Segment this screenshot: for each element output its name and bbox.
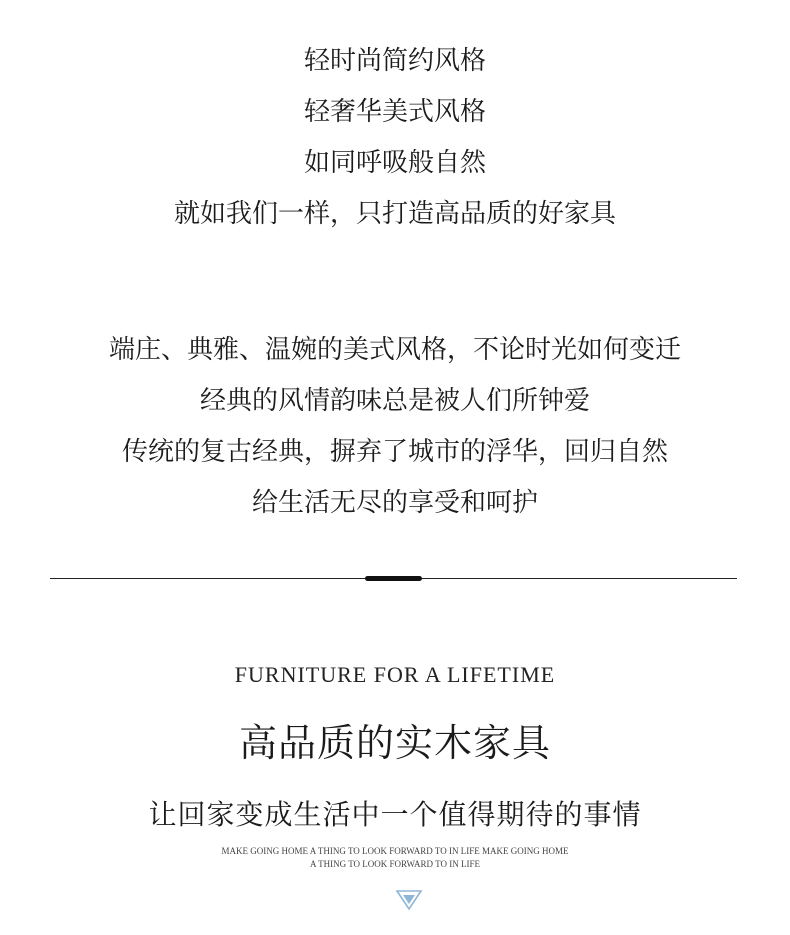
description-line: 端庄、典雅、温婉的美式风格，不论时光如何变迁	[108, 335, 681, 365]
down-triangle-icon	[396, 890, 422, 910]
intro-line: 就如我们一样，只打造高品质的好家具	[173, 199, 616, 229]
divider-accent	[365, 576, 422, 581]
intro-line: 如同呼吸般自然	[303, 148, 486, 178]
small-english-line: A THING TO LOOK FORWARD TO IN LIFE	[310, 859, 480, 869]
chinese-headline: 高品质的实木家具	[238, 721, 551, 765]
intro-text-block	[0, 36, 790, 240]
chinese-subtitle: 让回家变成生活中一个值得期待的事情	[148, 798, 642, 831]
intro-line: 轻时尚简约风格	[303, 46, 486, 76]
small-english-line: MAKE GOING HOME A THING TO LOOK FORWARD TO IN LIFE MAKE GOING HOME	[221, 846, 569, 856]
description-line: 经典的风情韵味总是被人们所钟爱	[199, 386, 590, 416]
intro-line: 轻奢华美式风格	[303, 97, 486, 127]
description-text-block	[0, 325, 790, 529]
english-headline: FURNITURE FOR A LIFETIME	[234, 662, 556, 687]
description-line: 传统的复古经典，摒弃了城市的浮华，回归自然	[121, 437, 668, 467]
description-line: 给生活无尽的享受和呵护	[251, 488, 538, 518]
